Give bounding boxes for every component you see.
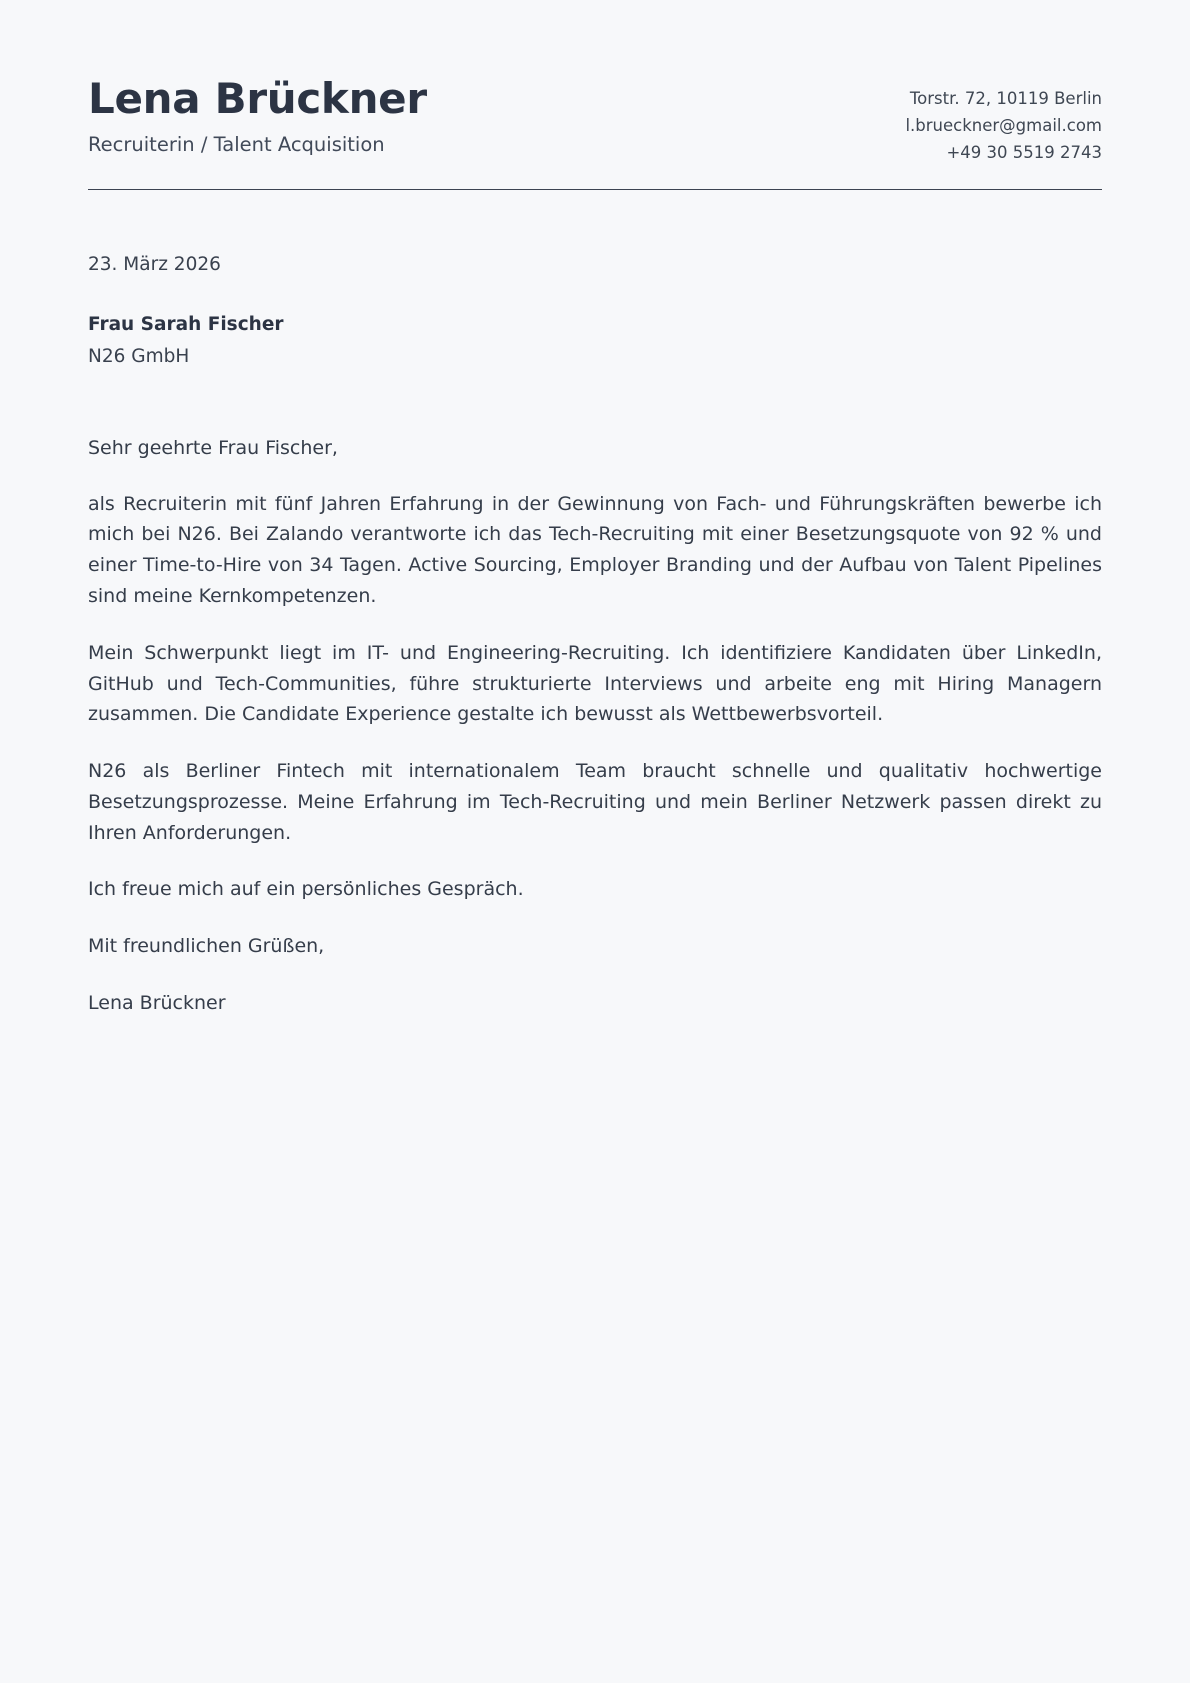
contact-block — [905, 72, 1102, 167]
letter-header — [88, 72, 1102, 189]
contact-phone[interactable]: +49 30 5519 2743 — [946, 142, 1102, 162]
applicant-role: Recruiterin / Talent Acquisition — [88, 133, 385, 157]
letter-body — [88, 190, 1102, 1019]
body-paragraph-4: Ich freue mich auf ein persönliches Gespräch. — [88, 878, 524, 901]
body-paragraph-3: N26 als Berliner Fintech mit internationalem Team braucht schnelle und qualitativ hochwertige Besetzungsprozesse. Meine Erfahrung im Tech-Recruiting und mein Berliner Netzwerk passen direkt zu Ihren Anforderungen. — [88, 760, 1102, 844]
contact-email[interactable]: l.brueckner@gmail.com — [905, 115, 1102, 135]
recipient-company: N26 GmbH — [88, 346, 190, 368]
applicant-name: Lena Brückner — [88, 74, 427, 123]
identity-block — [88, 72, 427, 157]
recipient-name: Frau Sarah Fischer — [88, 313, 284, 335]
letter-date: 23. März 2026 — [88, 253, 221, 275]
body-paragraph-2: Mein Schwerpunkt liegt im IT- und Engineering-Recruiting. Ich identifiziere Kandidaten über LinkedIn, GitHub und Tech-Communities, führe strukturierte Interviews und arbeite eng mit Hiring Managern zusammen. Die Candidate Experience gestalte ich bewusst als Wettbewerbsvorteil. — [88, 641, 1102, 726]
body-paragraph-1: als Recruiterin mit fünf Jahren Erfahrung in der Gewinnung von Fach- und Führungskräften bewerbe ich mich bei N26. Bei Zalando verantworte ich das Tech-Recruiting mit einer Besetzungsquote von 92 % und einer Time-to-Hire von 34 Tagen. Active Sourcing, Employer Branding und der Aufbau von Talent Pipelines sind meine Kernkompetenzen. — [88, 492, 1102, 607]
signature-name: Lena Brückner — [88, 991, 226, 1014]
closing-phrase: Mit freundlichen Grüßen, — [88, 935, 325, 958]
contact-address: Torstr. 72, 10119 Berlin — [909, 89, 1102, 108]
salutation: Sehr geehrte Frau Fischer, — [88, 437, 338, 460]
